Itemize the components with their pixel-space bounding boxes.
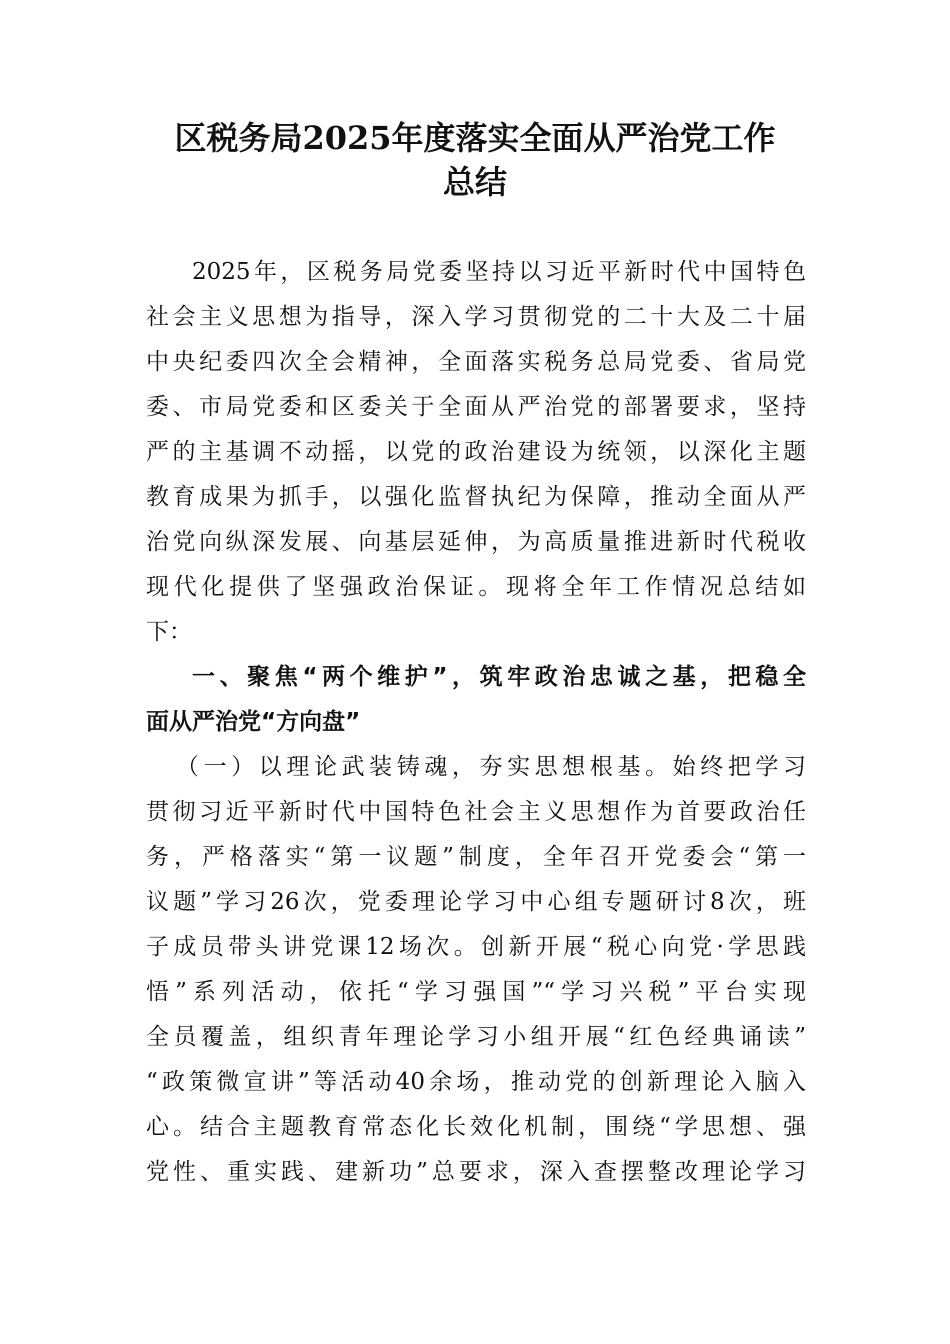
paragraph-line: 教育成果为抓手，以强化监督执纪为保障，推动全面从严 — [146, 484, 806, 510]
paragraph-line: 社会主义思想为指导，深入学习贯彻党的二十大及二十届 — [146, 304, 806, 330]
paragraph-line: 悟”系列活动，依托“学习强国”“学习兴税”平台实现 — [146, 979, 806, 1005]
section-heading-line: 面从严治党“方向盘” — [146, 709, 361, 735]
document-title-line-2: 总结 — [442, 163, 507, 201]
paragraph-line: 全员覆盖，组织青年理论学习小组开展“红色经典诵读” — [146, 1024, 806, 1050]
paragraph-line: 治党向纵深发展、向基层延伸，为高质量推进新时代税收 — [146, 529, 806, 555]
paragraph-line: 务，严格落实“第一议题”制度，全年召开党委会“第一 — [146, 844, 806, 870]
paragraph-line: 委、市局党委和区委关于全面从严治党的部署要求，坚持 — [146, 394, 806, 420]
paragraph-line: 下： — [146, 619, 192, 645]
paragraph-line: 党性、重实践、建新功”总要求，深入查摆整改理论学习 — [146, 1159, 806, 1185]
paragraph-line: 现代化提供了坚强政治保证。现将全年工作情况总结如 — [146, 574, 806, 600]
paragraph-line: 贯彻习近平新时代中国特色社会主义思想作为首要政治任 — [146, 799, 806, 825]
paragraph-line: “政策微宣讲”等活动40余场，推动党的创新理论入脑入 — [146, 1069, 806, 1095]
paragraph-line: 中央纪委四次全会精神，全面落实税务总局党委、省局党 — [146, 349, 806, 375]
paragraph-line: 2025年，区税务局党委坚持以习近平新时代中国特色 — [192, 259, 806, 285]
paragraph-line: 心。结合主题教育常态化长效化机制，围绕“学思想、强 — [146, 1114, 806, 1140]
paragraph-line: 议题”学习26次，党委理论学习中心组专题研讨8次，班 — [146, 889, 806, 915]
paragraph-line: 严的主基调不动摇，以党的政治建设为统领，以深化主题 — [146, 439, 806, 465]
document-body — [146, 254, 806, 1199]
paragraph-line: 子成员带头讲党课12场次。创新开展“税心向党·学思践 — [146, 934, 806, 960]
section-heading-line: 一、聚焦“两个维护”，筑牢政治忠诚之基，把稳全 — [192, 664, 806, 690]
paragraph-line: （一）以理论武装铸魂，夯实思想根基。始终把学习 — [176, 754, 806, 780]
document-title-line-1: 区税务局2025年度落实全面从严治党工作 — [174, 119, 776, 157]
